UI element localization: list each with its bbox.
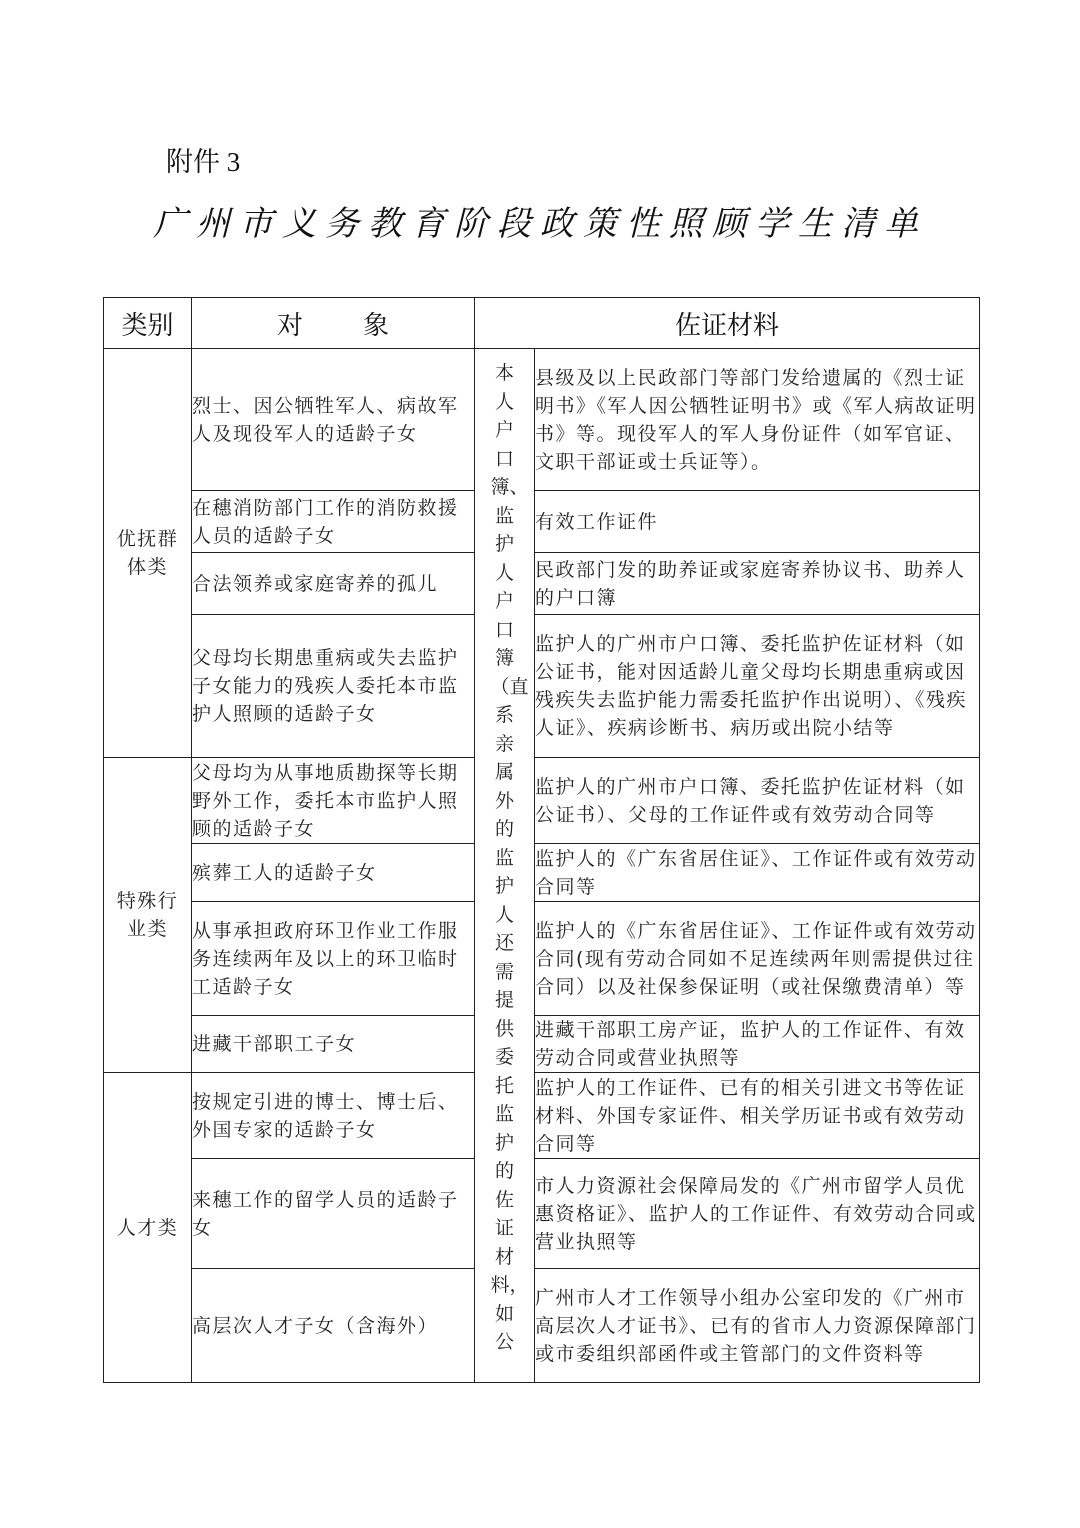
table-row — [104, 1073, 980, 1159]
object-cell: 高层次人才子女（含海外） — [192, 1269, 475, 1383]
table-row — [104, 844, 980, 902]
object-cell: 父母均为从事地质勘探等长期野外工作，委托本市监护人照顾的适龄子女 — [192, 758, 475, 844]
object-cell: 父母均长期患重病或失去监护子女能力的残疾人委托本市监护人照顾的适龄子女 — [192, 615, 475, 758]
category-cell — [104, 349, 192, 758]
materials-cell: 监护人的广州市户口簿、委托监护佐证材料（如公证书，能对因适龄儿童父母均长期患重病或因残疾失去监护能力需委托监护作出说明）、《残疾人证》、疾病诊断书、病历或出院小结等 — [535, 615, 980, 758]
category-cell — [104, 1073, 192, 1383]
materials-cell: 广州市人才工作领导小组办公室印发的《广州市高层次人才证书》、已有的省市人力资源保障部门或市委组织部函件或主管部门的文件资料等 — [535, 1269, 980, 1383]
table-row — [104, 349, 980, 491]
document-title: 广州市义务教育阶段政策性照顾学生清单 — [153, 204, 927, 244]
header-object: 对象 — [192, 298, 475, 349]
table-row — [104, 1016, 980, 1073]
materials-cell: 有效工作证件 — [535, 491, 980, 553]
table-row — [104, 902, 980, 1016]
object-cell: 来穗工作的留学人员的适龄子女 — [192, 1159, 475, 1269]
materials-cell: 监护人的工作证件、已有的相关引进文书等佐证材料、外国专家证件、相关学历证书或有效劳动合同等 — [535, 1073, 980, 1159]
table-row — [104, 758, 980, 844]
object-cell: 进藏干部职工子女 — [192, 1016, 475, 1073]
materials-cell: 民政部门发的助养证或家庭寄养协议书、助养人的户口簿 — [535, 553, 980, 615]
common-requirement-text: 本人户口簿、监护人户口簿（直系亲属外的监护人还需提供委托监护的佐证材料，如公 — [490, 362, 529, 1353]
object-cell: 从事承担政府环卫作业工作服务连续两年及以上的环卫临时工适龄子女 — [192, 902, 475, 1016]
category-label: 人才类 — [116, 1216, 179, 1239]
category-label: 优抚群体类 — [116, 528, 179, 578]
table-row — [104, 1159, 980, 1269]
materials-cell: 监护人的《广东省居住证》、工作证件或有效劳动合同(现有劳动合同如不足连续两年则需提供过往合同）以及社保参保证明（或社保缴费清单）等 — [535, 902, 980, 1016]
materials-cell: 进藏干部职工房产证，监护人的工作证件、有效劳动合同或营业执照等 — [535, 1016, 980, 1073]
header-materials: 佐证材料 — [475, 298, 980, 349]
materials-cell: 县级及以上民政部门等部门发给遗属的《烈士证明书》《军人因公牺牲证明书》或《军人病故证明书》等。现役军人的军人身份证件（如军官证、文职干部证或士兵证等）。 — [535, 349, 980, 491]
table-row — [104, 553, 980, 615]
materials-cell: 监护人的《广东省居住证》、工作证件或有效劳动合同等 — [535, 844, 980, 902]
common-requirement-cell — [475, 349, 535, 1383]
category-cell — [104, 758, 192, 1073]
object-cell: 在穗消防部门工作的消防救援人员的适龄子女 — [192, 491, 475, 553]
category-label: 特殊行业类 — [116, 890, 179, 940]
object-cell: 按规定引进的博士、博士后、外国专家的适龄子女 — [192, 1073, 475, 1159]
materials-cell: 监护人的广州市户口簿、委托监护佐证材料（如公证书）、父母的工作证件或有效劳动合同等 — [535, 758, 980, 844]
materials-cell: 市人力资源社会保障局发的《广州市留学人员优惠资格证》、监护人的工作证件、有效劳动合同或营业执照等 — [535, 1159, 980, 1269]
table-row — [104, 1269, 980, 1383]
object-cell: 殡葬工人的适龄子女 — [192, 844, 475, 902]
policy-student-table — [103, 297, 980, 1383]
header-category: 类别 — [104, 298, 192, 349]
attachment-label: 附件 3 — [166, 147, 241, 177]
object-cell: 烈士、因公牺牲军人、病故军人及现役军人的适龄子女 — [192, 349, 475, 491]
header-row — [104, 298, 980, 349]
object-cell: 合法领养或家庭寄养的孤儿 — [192, 553, 475, 615]
table-row — [104, 615, 980, 758]
table-row — [104, 491, 980, 553]
